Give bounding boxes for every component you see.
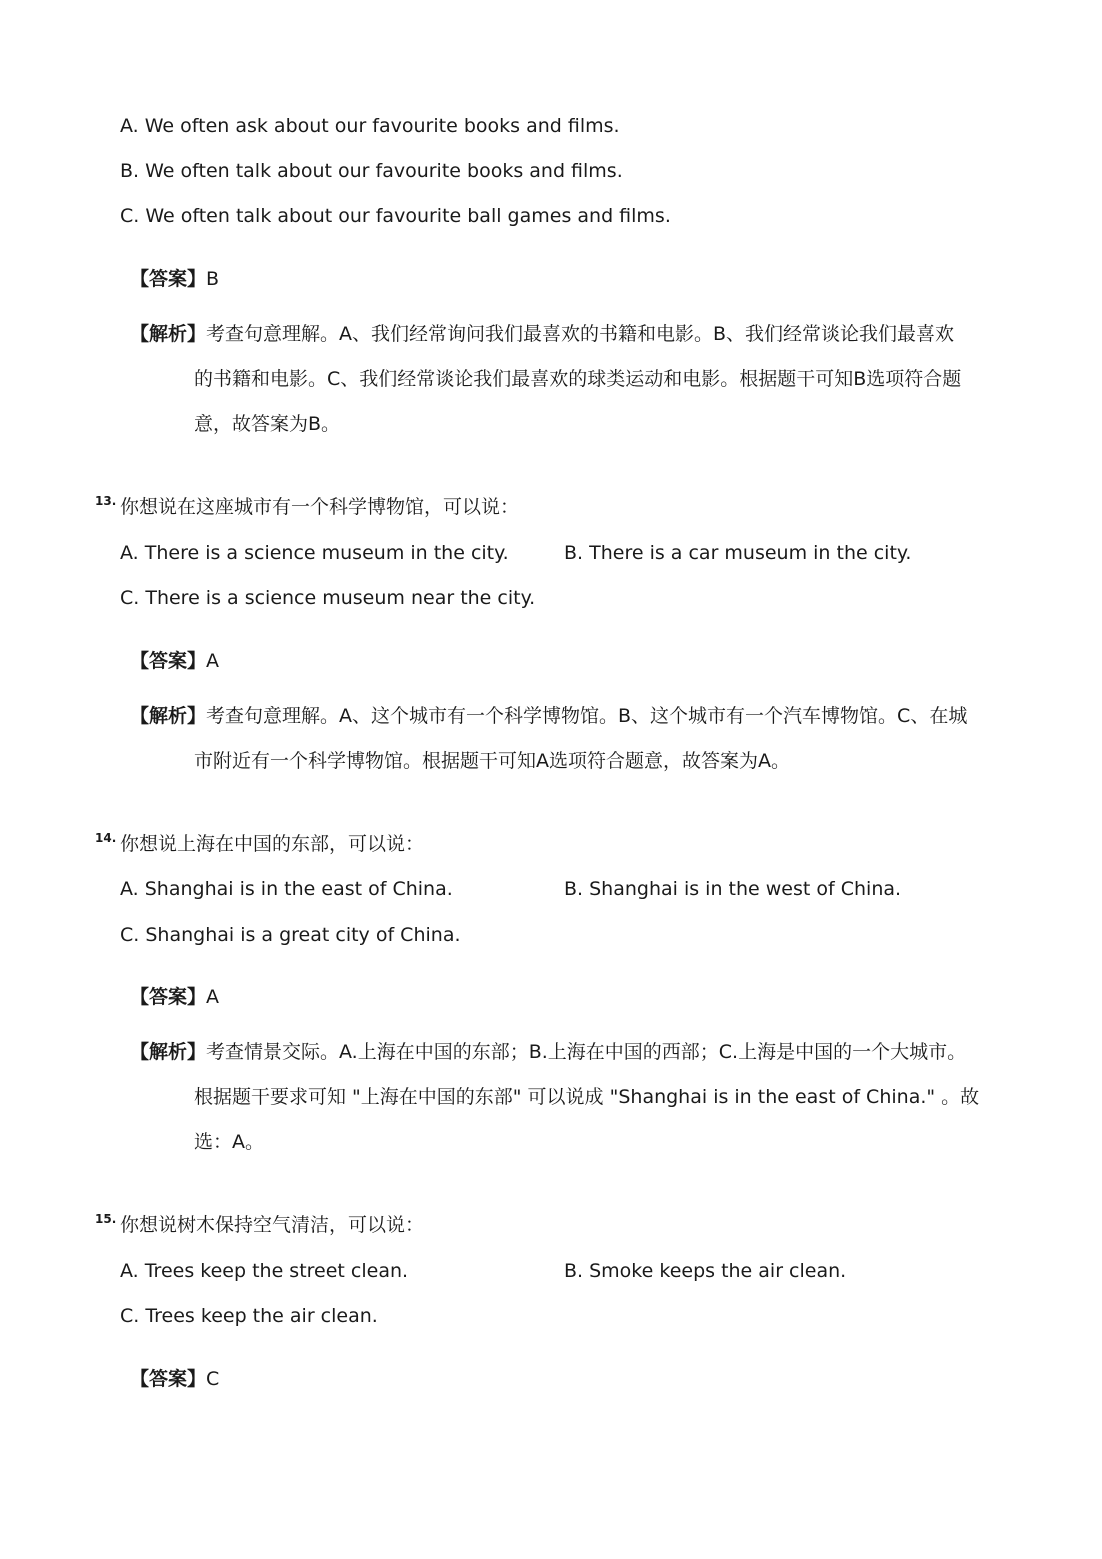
q15-stem: 你想说树木保持空气清洁，可以说：: [120, 1214, 425, 1236]
q12-analysis-line-1: [130, 322, 954, 346]
q14-answer: [130, 985, 219, 1009]
q15-answer: [130, 1367, 219, 1391]
q15-number: 15.: [95, 1212, 117, 1226]
q12-answer-value: B: [206, 268, 220, 290]
q13-stem: 你想说在这座城市有一个科学博物馆，可以说：: [120, 496, 520, 518]
q13-analysis-label: 【解析】: [130, 705, 207, 727]
q13-analysis-line-1: [130, 704, 967, 728]
q14-option-b: B. Shanghai is in the west of China.: [564, 878, 902, 900]
q12-analysis-line-2: 的书籍和电影。C、我们经常谈论我们最喜欢的球类运动和电影。根据题干可知B选项符合题: [194, 368, 962, 390]
q13-option-b: B. There is a car museum in the city.: [564, 542, 912, 564]
q13-answer: [130, 649, 219, 673]
q14-analysis-line-3: 选：A。: [194, 1131, 264, 1153]
q14-number: 14.: [95, 831, 117, 845]
q12-answer: [130, 267, 219, 291]
q12-analysis-line-3: 意，故答案为B。: [194, 413, 341, 435]
q13-option-c: C. There is a science museum near the city.: [120, 587, 536, 609]
q13-analysis-line-2: 市附近有一个科学博物馆。根据题干可知A选项符合题意，故答案为A。: [194, 750, 790, 772]
q13-analysis-text-1: 考查句意理解。A、这个城市有一个科学博物馆。B、这个城市有一个汽车博物馆。C、在城: [206, 705, 968, 727]
q14-option-c: C. Shanghai is a great city of China.: [120, 924, 461, 946]
q14-option-a: A. Shanghai is in the east of China.: [120, 878, 453, 900]
q14-analysis-text-1: 考查情景交际。A.上海在中国的东部；B.上海在中国的西部；C.上海是中国的一个大城市。: [206, 1041, 967, 1063]
q13-answer-label: 【答案】: [130, 650, 207, 672]
q12-answer-label: 【答案】: [130, 268, 207, 290]
q14-analysis-line-1: [130, 1040, 966, 1064]
q12-analysis-label: 【解析】: [130, 323, 207, 345]
q12-option-a: A. We often ask about our favourite books and films.: [120, 115, 620, 137]
q15-answer-value: C: [206, 1368, 220, 1390]
q13-option-a: A. There is a science museum in the city.: [120, 542, 509, 564]
q14-analysis-label: 【解析】: [130, 1041, 207, 1063]
q12-option-b: B. We often talk about our favourite books and films.: [120, 160, 623, 182]
q15-answer-label: 【答案】: [130, 1368, 207, 1390]
q15-option-c: C. Trees keep the air clean.: [120, 1305, 378, 1327]
q12-analysis-text-1: 考查句意理解。A、我们经常询问我们最喜欢的书籍和电影。B、我们经常谈论我们最喜欢: [206, 323, 955, 345]
q15-option-a: A. Trees keep the street clean.: [120, 1260, 409, 1282]
q13-answer-value: A: [206, 650, 220, 672]
q15-option-b: B. Smoke keeps the air clean.: [564, 1260, 847, 1282]
q14-analysis-line-2: 根据题干要求可知 "上海在中国的东部" 可以说成 "Shanghai is in the east of China." 。故: [194, 1086, 980, 1108]
q14-answer-value: A: [206, 986, 220, 1008]
q14-answer-label: 【答案】: [130, 986, 207, 1008]
q13-number: 13.: [95, 494, 117, 508]
q12-option-c: C. We often talk about our favourite ball games and films.: [120, 205, 671, 227]
q14-stem: 你想说上海在中国的东部，可以说：: [120, 833, 425, 855]
